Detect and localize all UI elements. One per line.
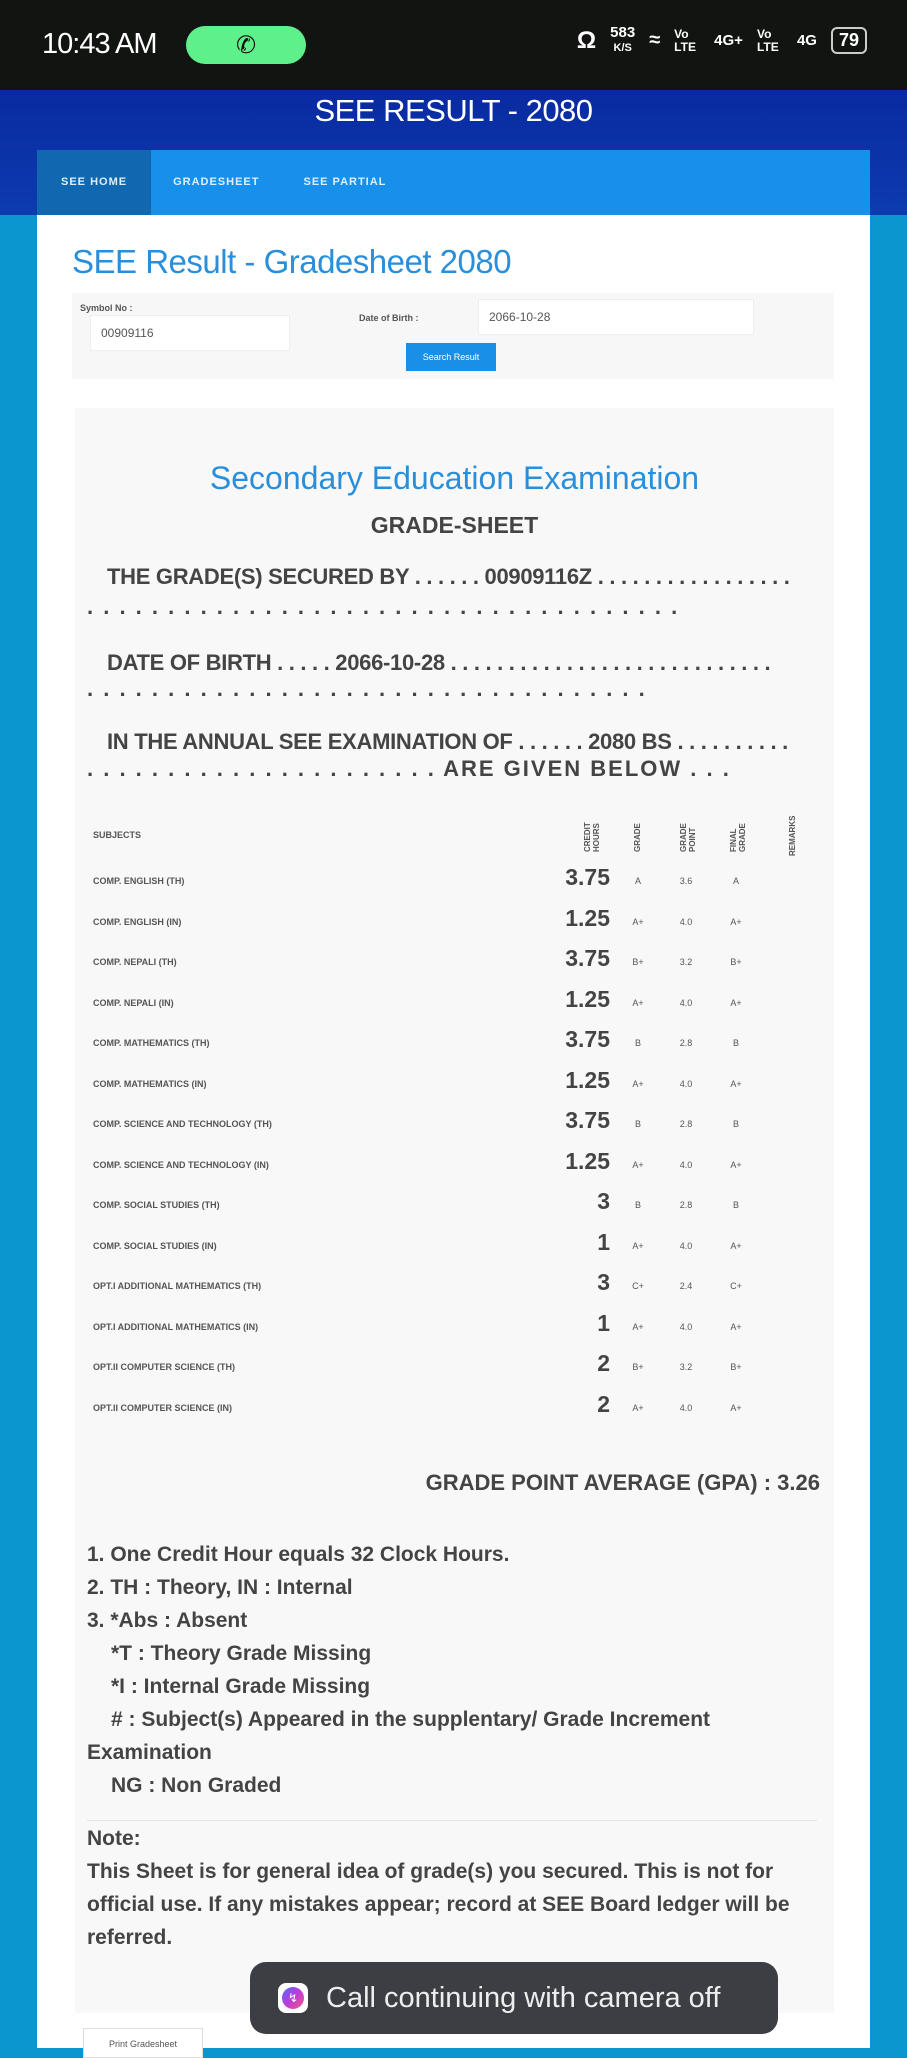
credit-hours: 2	[597, 1390, 610, 1417]
table-row	[75, 1227, 834, 1267]
final-grade: A+	[730, 1240, 742, 1251]
table-row	[75, 1267, 834, 1307]
legend-notes	[87, 1538, 710, 1802]
subject: COMP. NEPALI (IN)	[93, 997, 174, 1008]
final-grade: B+	[730, 1362, 742, 1372]
gradesheet	[75, 408, 834, 2013]
final-grade: B	[732, 1200, 739, 1210]
grade: A+	[632, 1078, 644, 1089]
final-grade: B+	[730, 957, 742, 967]
dots-line: . . . . . . . . . . . . . . . . . . . . . . . . . . . . . . . . . . . . .	[87, 594, 680, 619]
print-gradesheet-button[interactable]: Print Gradesheet	[83, 2028, 203, 2058]
grade: B+	[632, 1362, 644, 1372]
subject: COMP. NEPALI (TH)	[93, 957, 177, 967]
grade-point: 4.0	[679, 1159, 693, 1170]
final-grade: A+	[730, 916, 742, 927]
status-icons	[577, 26, 867, 55]
dob-input[interactable]: 2066-10-28	[478, 299, 754, 335]
table-row	[75, 984, 834, 1024]
grade-point: 3.2	[679, 957, 693, 967]
subject: COMP. MATHEMATICS (IN)	[93, 1078, 207, 1089]
disclaimer	[87, 1822, 822, 1954]
credit-hours: 1.25	[565, 1147, 610, 1174]
note-title: Note:	[87, 1827, 141, 1850]
col-final-grade: FINAL GRADE	[729, 823, 747, 852]
final-grade: B	[732, 1038, 739, 1048]
final-grade: C+	[730, 1281, 742, 1291]
grade-point: 2.4	[679, 1281, 693, 1291]
final-grade: A+	[730, 997, 742, 1008]
grade: A+	[632, 1159, 644, 1170]
credit-hours: 3.75	[565, 945, 610, 971]
table-row	[75, 1308, 834, 1348]
page-title: SEE Result - Gradesheet 2080	[72, 243, 512, 280]
grade: A+	[632, 916, 644, 927]
status-bar	[0, 0, 907, 90]
credit-hours: 1.25	[565, 985, 610, 1012]
table-row	[75, 1105, 834, 1145]
grade-point: 2.8	[679, 1200, 693, 1210]
credit-hours: 3.75	[565, 864, 610, 890]
grade: B+	[632, 957, 644, 967]
site-title: SEE RESULT - 2080	[314, 93, 593, 128]
table-row	[75, 1186, 834, 1226]
final-grade: A+	[730, 1321, 742, 1332]
final-grade: B	[732, 1119, 739, 1129]
grade: A+	[632, 997, 644, 1008]
content-card	[37, 215, 870, 2048]
credit-hours: 1	[597, 1228, 610, 1255]
ongoing-call-button[interactable]	[186, 26, 306, 64]
table-row	[75, 1065, 834, 1105]
exam-line: IN THE ANNUAL SEE EXAMINATION OF . . . . . . 2080 BS . . . . . . . . . .	[107, 729, 788, 754]
nav-see-home[interactable]: SEE HOME	[37, 150, 151, 215]
headphone-icon: Ω	[576, 26, 597, 54]
given-below-line: . . . . . . . . . . . . . . . . . . . . . . ARE GIVEN BELOW . . .	[87, 756, 731, 781]
col-remarks: REMARKS	[788, 815, 797, 856]
volte-1: Vo LTE	[674, 26, 696, 54]
note-item: 2. TH : Theory, IN : Internal	[87, 1576, 353, 1599]
note-item: *T : Theory Grade Missing	[111, 1642, 372, 1665]
col-grade-point: GRADE POINT	[679, 823, 697, 852]
clock: 10:43 AM	[42, 28, 157, 60]
table-row	[75, 1389, 834, 1429]
grade-point: 4.0	[679, 1078, 693, 1089]
table-row	[75, 862, 834, 902]
credit-hours: 3	[597, 1188, 610, 1214]
grade: A	[634, 876, 641, 886]
volte-2: Vo LTE	[756, 26, 779, 54]
symbol-input[interactable]: 00909116	[90, 315, 290, 351]
messenger-icon: ↯	[278, 1983, 308, 2013]
credit-hours: 3.75	[565, 1107, 610, 1133]
subject: OPT.I ADDITIONAL MATHEMATICS (IN)	[93, 1321, 259, 1332]
nav-bar	[37, 150, 870, 215]
search-form	[72, 293, 834, 379]
dots-line: . . . . . . . . . . . . . . . . . . . . . . . . . . . . . . . . . . .	[87, 676, 647, 701]
search-result-button[interactable]: Search Result	[406, 343, 496, 371]
subject: COMP. ENGLISH (IN)	[93, 916, 182, 927]
note-item: NG : Non Graded	[111, 1774, 282, 1797]
subject: OPT.I ADDITIONAL MATHEMATICS (TH)	[93, 1281, 262, 1291]
grade: C+	[632, 1281, 644, 1291]
note-item: Examination	[87, 1741, 212, 1764]
note-item: 3. *Abs : Absent	[87, 1609, 248, 1632]
grade-point: 4.0	[679, 1240, 693, 1251]
credit-hours: 1.25	[565, 904, 610, 931]
final-grade: A+	[730, 1078, 742, 1089]
table-row	[75, 903, 834, 943]
grade: B	[634, 1119, 641, 1129]
subject: COMP. ENGLISH (TH)	[93, 876, 185, 886]
nav-see-partial[interactable]: SEE PARTIAL	[303, 176, 387, 188]
grade-point: 4.0	[679, 1321, 693, 1332]
grade-point: 3.2	[679, 1362, 693, 1372]
note-item: 1. One Credit Hour equals 32 Clock Hours.	[87, 1543, 510, 1566]
grade-point: 4.0	[679, 1402, 693, 1413]
credit-hours: 3	[597, 1269, 610, 1295]
table-row	[75, 1146, 834, 1186]
credit-hours: 3.75	[565, 1026, 610, 1052]
col-grade: GRADE	[633, 823, 642, 852]
final-grade: A+	[730, 1159, 742, 1170]
credit-hours: 2	[597, 1350, 610, 1376]
grade-point: 3.6	[679, 876, 693, 886]
gradesheet-heading: GRADE-SHEET	[370, 512, 539, 538]
table-row	[75, 1348, 834, 1388]
symbol-label: Symbol No :	[80, 303, 133, 313]
toast-text: Call continuing with camera off	[326, 1981, 721, 2014]
grade: A+	[632, 1321, 644, 1332]
speed-value: 583	[610, 24, 636, 41]
subject: COMP. SOCIAL STUDIES (TH)	[93, 1200, 220, 1210]
grade: A+	[632, 1402, 644, 1413]
subject: COMP. MATHEMATICS (TH)	[93, 1038, 210, 1048]
note-text: This Sheet is for general idea of grade(s) you secured. This is not for official use. If any mistakes appear; record at SEE Board ledger will be referred.	[87, 1860, 790, 1949]
speed-unit: K/S	[613, 42, 632, 54]
note-item: *I : Internal Grade Missing	[111, 1675, 371, 1698]
credit-hours: 1	[597, 1309, 610, 1336]
col-credit-hours: CREDIT HOURS	[583, 822, 601, 852]
grade-point: 4.0	[679, 916, 693, 927]
call-toast	[250, 1962, 778, 2034]
subject: COMP. SCIENCE AND TECHNOLOGY (IN)	[93, 1159, 269, 1170]
grade: A+	[632, 1240, 644, 1251]
table-row	[75, 1024, 834, 1064]
subject: OPT.II COMPUTER SCIENCE (IN)	[93, 1402, 233, 1413]
subject: OPT.II COMPUTER SCIENCE (TH)	[93, 1362, 236, 1372]
secured-by-line: THE GRADE(S) SECURED BY . . . . . . 00909116Z . . . . . . . . . . . . . . . . .	[107, 564, 790, 589]
final-grade: A+	[730, 1402, 742, 1413]
signal-1-icon: 4G+	[714, 32, 743, 49]
final-grade: A	[732, 876, 739, 886]
network-speed	[610, 26, 635, 55]
dob-line: DATE OF BIRTH . . . . . 2066-10-28 . . . . . . . . . . . . . . . . . . . . . . . . . . . .	[107, 650, 771, 675]
nav-gradesheet[interactable]: GRADESHEET	[173, 176, 260, 188]
divider	[87, 1820, 817, 1821]
exam-heading: Secondary Education Examination	[209, 460, 700, 496]
battery-icon: 79	[831, 27, 867, 54]
col-subjects: SUBJECTS	[93, 830, 142, 840]
grade: B	[634, 1200, 641, 1210]
phone-icon: ✆	[235, 31, 257, 59]
note-item: # : Subject(s) Appeared in the supplentary/ Grade Increment	[111, 1708, 711, 1731]
grade-point: 2.8	[679, 1119, 693, 1129]
grade-point: 2.8	[679, 1038, 693, 1048]
subject: COMP. SCIENCE AND TECHNOLOGY (TH)	[93, 1119, 272, 1129]
signal-2-icon: 4G	[796, 32, 817, 49]
gpa: GRADE POINT AVERAGE (GPA) : 3.26	[425, 1470, 820, 1495]
grade-point: 4.0	[679, 997, 693, 1008]
table-row	[75, 943, 834, 983]
subject: COMP. SOCIAL STUDIES (IN)	[93, 1240, 217, 1251]
dob-label: Date of Birth :	[359, 313, 419, 323]
grade: B	[634, 1038, 641, 1048]
credit-hours: 1.25	[565, 1066, 610, 1093]
wifi-icon: ≈	[649, 29, 661, 51]
